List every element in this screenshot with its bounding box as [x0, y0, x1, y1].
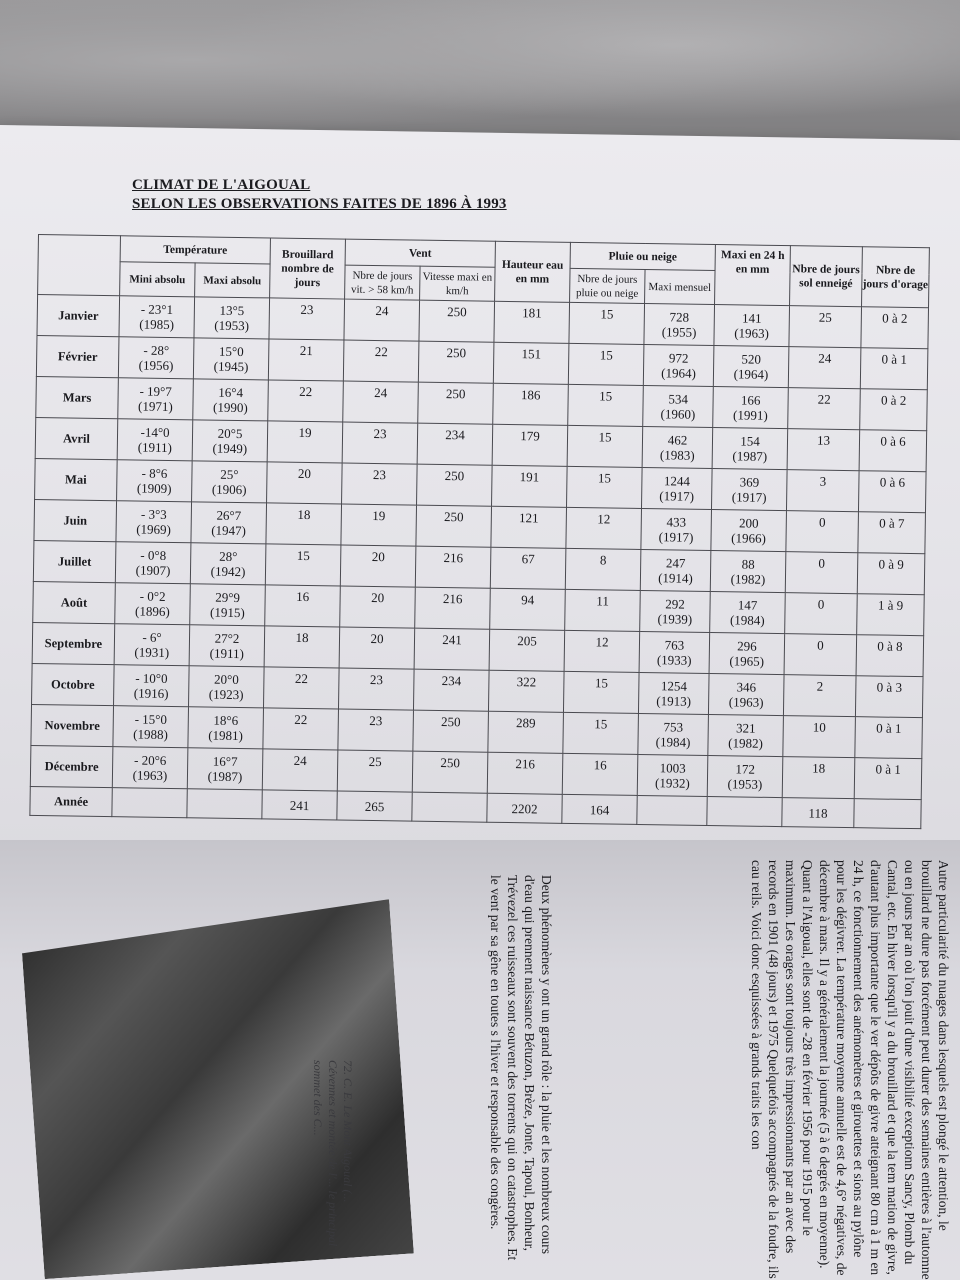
vent-jours-cell: 23 [342, 422, 418, 464]
hauteur-cell: 94 [490, 588, 566, 630]
maxi24-cell-value: 321 [735, 720, 756, 736]
maxi24-cell-year: (1982) [730, 571, 766, 587]
brouillard-cell: 24 [262, 749, 338, 791]
brouillard-cell: 19 [267, 421, 343, 463]
mini-cell [114, 665, 190, 707]
maxi-cell [190, 584, 266, 626]
page-title [132, 176, 507, 214]
orage-cell: 0 à 8 [856, 635, 924, 677]
mini-cell [114, 624, 190, 666]
totals-vent-jours: 265 [337, 791, 412, 821]
hauteur-cell: 191 [492, 465, 568, 507]
header-neige: Nbre de jours sol enneigé [790, 246, 863, 307]
totals-label: Année [30, 786, 112, 816]
header-pluie-jours: Nbre de jours pluie ou neige [570, 268, 645, 303]
mini-cell-value: - 0°8 [140, 547, 167, 563]
pluie-maxi-cell-value: 534 [668, 391, 688, 407]
maxi-cell-value: 27°2 [214, 630, 240, 647]
vent-jours-cell: 20 [340, 545, 416, 587]
maxi-cell [187, 748, 263, 790]
maxi24-cell-year: (1963) [734, 325, 770, 341]
orage-cell: 0 à 7 [858, 512, 926, 554]
totals-vent-vitesse [412, 792, 487, 822]
maxi24-cell-year: (1965) [729, 653, 765, 669]
vent-jours-cell: 23 [338, 709, 414, 751]
pluie-maxi-cell [639, 631, 710, 673]
maxi24-cell-year: (1987) [732, 448, 768, 464]
mini-cell [119, 296, 195, 338]
mini-cell-year: (1985) [139, 316, 175, 333]
photo-caption: 72. C. E. Le Mont Aigoual (... Cévennes et montée de l'... le principal sommet des C... [311, 1060, 355, 1247]
climate-table [29, 234, 930, 829]
header-temperature: Température [120, 236, 270, 264]
hauteur-cell: 181 [494, 301, 570, 343]
maxi-cell-year: (1990) [213, 399, 248, 416]
neige-cell: 3 [786, 470, 859, 512]
orage-cell: 0 à 1 [855, 717, 923, 759]
month-cell: Février [36, 335, 119, 377]
mini-cell-value: - 19°7 [139, 383, 172, 400]
month-cell: Octobre [32, 663, 115, 705]
mini-cell-value: - 0°2 [139, 588, 166, 604]
maxi-cell-year: (1949) [212, 440, 248, 457]
maxi-cell-value: 15°0 [218, 343, 244, 360]
totals-brouillard: 241 [262, 790, 337, 820]
orage-cell: 0 à 6 [859, 430, 927, 472]
maxi-cell-value: 20°5 [217, 425, 243, 442]
totals-mini [112, 788, 187, 818]
neige-cell: 2 [783, 675, 856, 717]
mini-cell-year: (1971) [138, 398, 173, 415]
pluie-maxi-cell [637, 754, 708, 796]
pluie-maxi-cell [640, 549, 711, 591]
pluie-maxi-cell [643, 345, 714, 387]
vent-jours-cell: 25 [337, 750, 413, 792]
month-cell: Novembre [31, 704, 114, 746]
maxi24-cell-year: (1982) [728, 735, 763, 751]
vent-jours-cell: 23 [342, 463, 418, 505]
pluie-jours-cell: 15 [567, 466, 643, 508]
pluie-jours-cell: 8 [565, 548, 641, 590]
brouillard-cell: 22 [268, 380, 344, 422]
pluie-maxi-cell [642, 467, 713, 509]
pluie-jours-cell: 15 [569, 302, 645, 344]
maxi-cell [193, 338, 269, 380]
totals-orage [854, 799, 921, 829]
pluie-maxi-cell [643, 385, 714, 427]
maxi-cell-year: (1911) [209, 645, 245, 662]
mini-cell-year: (1916) [133, 685, 169, 701]
vent-vitesse-cell: 234 [413, 669, 489, 711]
maxi-cell-value: 25° [220, 466, 239, 483]
title-line-1: CLIMAT DE L'AIGOUAL [132, 177, 311, 193]
maxi-cell-year: (1987) [207, 768, 243, 785]
orage-cell: 1 à 9 [857, 594, 925, 636]
mini-cell-year: (1909) [136, 480, 172, 497]
maxi-cell-year: (1915) [209, 604, 245, 621]
pluie-maxi-cell-value: 1003 [659, 760, 686, 776]
hauteur-cell: 121 [491, 506, 567, 548]
header-pluie-maxi: Maxi mensuel [645, 270, 715, 305]
hauteur-cell: 205 [489, 629, 565, 671]
pluie-maxi-cell-year: (1964) [661, 365, 696, 381]
maxi-cell-year: (1953) [214, 317, 250, 334]
month-cell: Août [33, 581, 116, 623]
month-cell: Avril [35, 417, 118, 459]
header-maxi24: Maxi en 24 h en mm [715, 245, 791, 306]
pluie-maxi-cell-value: 433 [666, 514, 687, 530]
vent-vitesse-cell: 250 [417, 464, 493, 506]
brouillard-cell: 22 [263, 708, 339, 750]
header-vent: Vent [345, 239, 495, 267]
neige-cell: 0 [785, 552, 858, 594]
pluie-maxi-cell-value: 972 [668, 350, 689, 366]
month-cell: Mai [35, 458, 118, 500]
pluie-maxi-cell-year: (1932) [654, 775, 690, 791]
maxi24-cell [712, 428, 788, 470]
pluie-jours-cell: 16 [562, 753, 638, 795]
header-hauteur: Hauteur eau en mm [495, 241, 571, 302]
maxi24-cell-year: (1991) [732, 407, 768, 423]
brouillard-cell: 23 [269, 298, 345, 340]
maxi-cell [190, 543, 266, 585]
pluie-maxi-cell-year: (1913) [656, 693, 692, 709]
pluie-maxi-cell-year: (1939) [657, 611, 693, 627]
maxi24-cell [709, 633, 785, 675]
month-cell: Janvier [37, 295, 120, 337]
maxi-cell-year: (1923) [208, 686, 244, 703]
pluie-maxi-cell-value: 763 [664, 637, 685, 653]
maxi-cell-value: 13°5 [219, 302, 245, 319]
mini-cell-value: - 20°6 [133, 752, 167, 768]
vent-vitesse-cell: 250 [413, 710, 489, 752]
pluie-maxi-cell-value: 292 [665, 596, 685, 612]
maxi24-cell [710, 551, 786, 593]
maxi-cell-year: (1906) [211, 481, 247, 498]
pluie-maxi-cell-year: (1914) [658, 570, 693, 586]
header-vent-vitesse: Vitesse maxi en km/h [420, 266, 495, 301]
header-vent-jours: Nbre de jours vit. > 58 km/h [345, 265, 420, 300]
mini-cell-year: (1931) [134, 644, 170, 660]
orage-cell: 0 à 9 [857, 553, 925, 595]
month-cell: Juillet [33, 540, 116, 582]
maxi24-cell-year: (1963) [728, 694, 764, 710]
brouillard-cell: 22 [264, 667, 340, 709]
orage-cell: 0 à 6 [858, 471, 926, 513]
orage-cell: 0 à 2 [860, 389, 928, 431]
totals-maxi24 [707, 796, 782, 826]
pluie-maxi-cell [642, 426, 713, 468]
pluie-maxi-cell-value: 462 [667, 432, 688, 448]
maxi-cell [192, 461, 268, 503]
maxi24-cell-year: (1966) [731, 530, 767, 546]
pluie-jours-cell: 15 [568, 384, 644, 426]
neige-cell: 0 [785, 593, 858, 635]
mini-cell-year: (1963) [132, 767, 168, 783]
mini-cell [118, 337, 194, 379]
mini-cell-year: (1911) [137, 439, 173, 456]
maxi-cell-value: 20°0 [213, 671, 239, 688]
maxi24-cell-value: 200 [738, 515, 759, 531]
neige-cell: 0 [784, 634, 857, 676]
maxi24-cell-year: (1917) [731, 489, 767, 505]
neige-cell: 18 [782, 757, 855, 799]
pluie-jours-cell: 15 [567, 425, 643, 467]
totals-pluie-maxi [637, 795, 707, 825]
table-body [30, 295, 929, 829]
maxi-cell-year: (1981) [208, 727, 244, 744]
orage-cell: 0 à 1 [860, 348, 928, 390]
pluie-maxi-cell-value: 1254 [660, 678, 687, 694]
vent-jours-cell: 20 [340, 586, 416, 628]
maxi24-cell [711, 510, 787, 552]
neige-cell: 10 [783, 716, 856, 758]
vent-vitesse-cell: 234 [417, 423, 493, 465]
maxi24-cell-value: 154 [740, 433, 760, 449]
vent-vitesse-cell: 216 [415, 546, 491, 588]
vent-jours-cell: 20 [339, 627, 415, 669]
vent-vitesse-cell: 250 [412, 751, 488, 793]
pluie-jours-cell: 11 [565, 589, 641, 631]
climate-table-wrapper [30, 234, 933, 821]
vent-jours-cell: 23 [339, 668, 415, 710]
title-line-2: SELON LES OBSERVATIONS FAITES DE 1896 À 1993 [132, 196, 507, 212]
mini-cell-value: - 28° [143, 342, 170, 358]
neige-cell: 22 [788, 388, 861, 430]
vent-vitesse-cell: 250 [418, 382, 494, 424]
maxi-cell-year: (1945) [213, 358, 249, 375]
maxi-cell-value: 16°4 [218, 384, 244, 401]
mini-cell [112, 747, 188, 789]
maxi24-cell [708, 714, 784, 756]
maxi24-cell [714, 305, 790, 347]
mini-cell-year: (1907) [135, 562, 171, 578]
pluie-maxi-cell-value: 753 [663, 719, 684, 735]
pluie-maxi-cell-value: 1244 [663, 473, 691, 489]
brouillard-cell: 20 [267, 462, 343, 504]
maxi24-cell-year: (1984) [729, 612, 765, 628]
neige-cell: 25 [789, 306, 862, 348]
brouillard-cell: 15 [265, 544, 341, 586]
pluie-maxi-cell-year: (1917) [659, 488, 695, 504]
orage-cell: 0 à 1 [854, 758, 922, 800]
vent-vitesse-cell: 216 [415, 587, 491, 629]
month-cell: Juin [34, 499, 117, 541]
maxi24-cell-value: 166 [740, 392, 761, 408]
text-column-2: Autre particularité du nuages dans lesquels est plongé le attention, le brouillard ne dure pas forcément peut durer des semaines entières à l'automne ou en jours par an où l'on jouit d'une visibilité exceptionn Sancy, Plomb du Cantal, etc. En hiver lorsqu'il y a du brouillard et que la tem mation de givre, d'autant plus importante que le ver dépôts de givre atteignant 80 cm à 1 m en 24 h, ce fonctionnement des anémomètres et girouettes et sions au pylône pour les dégivrer. La température moyenne annuelle est de 4,6° négatives, de décembre à mars. Il y a généralement la journée (5 à 6 degrés en moyenne). Quant a l'Aigoual, elles sont de -28 en février 1956 pour 1915 pour le maximum. Les orages sont toujours très impressionnants par an avec des records en 1901 (48 jours) et 1975 Quelquefois accompagnés de la foudre, ils cau reils. Voici donc esquissées à grands traits les con [749, 860, 951, 1280]
pluie-maxi-cell [638, 672, 709, 714]
neige-cell: 24 [788, 347, 861, 389]
mini-cell-value: - 23°1 [140, 301, 174, 318]
mini-cell-year: (1988) [133, 726, 169, 742]
mini-cell-year: (1956) [138, 357, 174, 374]
brouillard-cell: 16 [265, 585, 341, 627]
vent-jours-cell: 24 [343, 381, 419, 423]
hauteur-cell: 179 [492, 424, 568, 466]
pluie-maxi-cell-value: 247 [665, 555, 686, 571]
pluie-jours-cell: 12 [566, 507, 642, 549]
pluie-jours-cell: 15 [568, 343, 644, 385]
brouillard-cell: 18 [266, 503, 342, 545]
pluie-maxi-cell-year: (1955) [661, 324, 697, 340]
maxi24-cell-value: 147 [737, 597, 758, 613]
header-pluie: Pluie ou neige [570, 242, 715, 270]
orage-cell: 0 à 3 [855, 676, 923, 718]
brouillard-cell: 21 [268, 339, 344, 381]
maxi-cell [191, 502, 267, 544]
hauteur-cell: 322 [488, 670, 564, 712]
hauteur-cell: 186 [493, 383, 569, 425]
orage-cell: 0 à 2 [861, 307, 929, 349]
maxi24-cell-value: 141 [741, 310, 762, 326]
maxi24-cell-value: 520 [741, 351, 762, 367]
pluie-maxi-cell [644, 304, 715, 346]
mini-cell [116, 501, 192, 543]
mini-cell-value: - 8°6 [141, 465, 168, 481]
maxi-cell-year: (1942) [210, 563, 246, 580]
text-column-1: Deux phénomènes y ont un grand rôle : la pluie et les nombreux cours d'eau qui prennent naissance Bétuzon, Brèze, Jonte, Tapoul, Bonheur, Trévezel ces ruisseaux sont souvent des torrents qui on catastrophes. Et le vent par sa gêne en toutes s l'hiver et responsable des congères. [488, 875, 554, 1261]
brouillard-cell: 18 [264, 626, 340, 668]
hauteur-cell: 216 [487, 752, 563, 794]
header-mini: Mini absolu [120, 262, 195, 297]
hauteur-cell: 289 [488, 711, 564, 753]
maxi24-cell [710, 592, 786, 634]
vent-jours-cell: 22 [343, 340, 419, 382]
neige-cell: 13 [787, 429, 860, 471]
maxi-cell-value: 18°6 [213, 712, 239, 729]
mini-cell-value: - 3°3 [140, 506, 167, 522]
month-cell: Septembre [32, 622, 115, 664]
vent-jours-cell: 19 [341, 504, 417, 546]
pluie-jours-cell: 12 [564, 630, 640, 672]
maxi24-cell-year: (1953) [727, 776, 763, 792]
pluie-maxi-cell-year: (1984) [655, 734, 691, 750]
totals-maxi [187, 789, 262, 819]
month-cell: Décembre [30, 745, 113, 787]
mini-cell-value: -14°0 [140, 424, 170, 440]
mini-cell-year: (1896) [134, 603, 170, 619]
mini-cell-value: - 15°0 [134, 711, 168, 727]
mini-cell [117, 419, 193, 461]
vent-jours-cell: 24 [344, 299, 420, 341]
pluie-jours-cell: 15 [563, 671, 639, 713]
vent-vitesse-cell: 250 [418, 341, 494, 383]
maxi-cell-year: (1947) [211, 522, 247, 539]
maxi24-cell-value: 172 [735, 761, 756, 777]
mini-cell [113, 706, 189, 748]
hauteur-cell: 151 [493, 342, 569, 384]
mini-cell [117, 460, 193, 502]
mini-cell [118, 378, 194, 420]
vent-vitesse-cell: 250 [416, 505, 492, 547]
maxi24-cell-value: 88 [741, 556, 755, 572]
header-blank [38, 235, 121, 296]
totals-neige: 118 [782, 798, 854, 828]
header-maxi: Maxi absolu [195, 263, 271, 298]
pluie-maxi-cell-year: (1933) [656, 652, 692, 668]
vent-vitesse-cell: 250 [419, 300, 495, 342]
pluie-maxi-cell-year: (1960) [660, 406, 696, 422]
maxi-cell [189, 666, 265, 708]
maxi24-cell [713, 387, 789, 429]
pluie-maxi-cell [641, 508, 712, 550]
maxi-cell-value: 28° [219, 548, 238, 564]
maxi24-cell [707, 755, 783, 797]
pluie-maxi-cell [640, 590, 711, 632]
mini-cell-year: (1969) [136, 521, 172, 538]
mini-cell [115, 583, 191, 625]
maxi24-cell [712, 469, 788, 511]
pluie-jours-cell: 15 [563, 712, 639, 754]
maxi-cell [189, 625, 265, 667]
mini-cell [115, 542, 191, 584]
pluie-maxi-cell-value: 728 [669, 309, 690, 325]
maxi24-cell-value: 296 [737, 638, 757, 654]
maxi24-cell-value: 346 [736, 679, 757, 695]
maxi24-cell [713, 346, 789, 388]
maxi-cell [188, 707, 264, 749]
month-cell: Mars [36, 376, 119, 418]
vent-vitesse-cell: 241 [414, 628, 490, 670]
pluie-maxi-cell-year: (1917) [658, 529, 694, 545]
mini-cell-value: - 6° [142, 629, 162, 645]
maxi-cell [193, 379, 269, 421]
maxi-cell-value: 29°9 [215, 589, 241, 606]
header-orage: Nbre de jours d'orage [862, 247, 930, 308]
totals-hauteur: 2202 [487, 793, 562, 823]
pluie-maxi-cell-year: (1983) [659, 447, 695, 463]
mini-cell-value: - 10°0 [135, 670, 168, 686]
header-brouillard: Brouillard nombre de jours [270, 238, 346, 299]
maxi24-cell-value: 369 [739, 474, 760, 490]
neige-cell: 0 [786, 511, 859, 553]
maxi-cell-value: 16°7 [212, 753, 238, 770]
pluie-maxi-cell [638, 713, 709, 755]
maxi-cell [194, 297, 270, 339]
maxi24-cell [708, 674, 784, 716]
maxi24-cell-year: (1964) [733, 366, 769, 382]
totals-pluie-jours: 164 [562, 794, 637, 824]
hauteur-cell: 67 [490, 547, 566, 589]
maxi-cell-value: 26°7 [216, 507, 242, 524]
maxi-cell [192, 420, 268, 462]
